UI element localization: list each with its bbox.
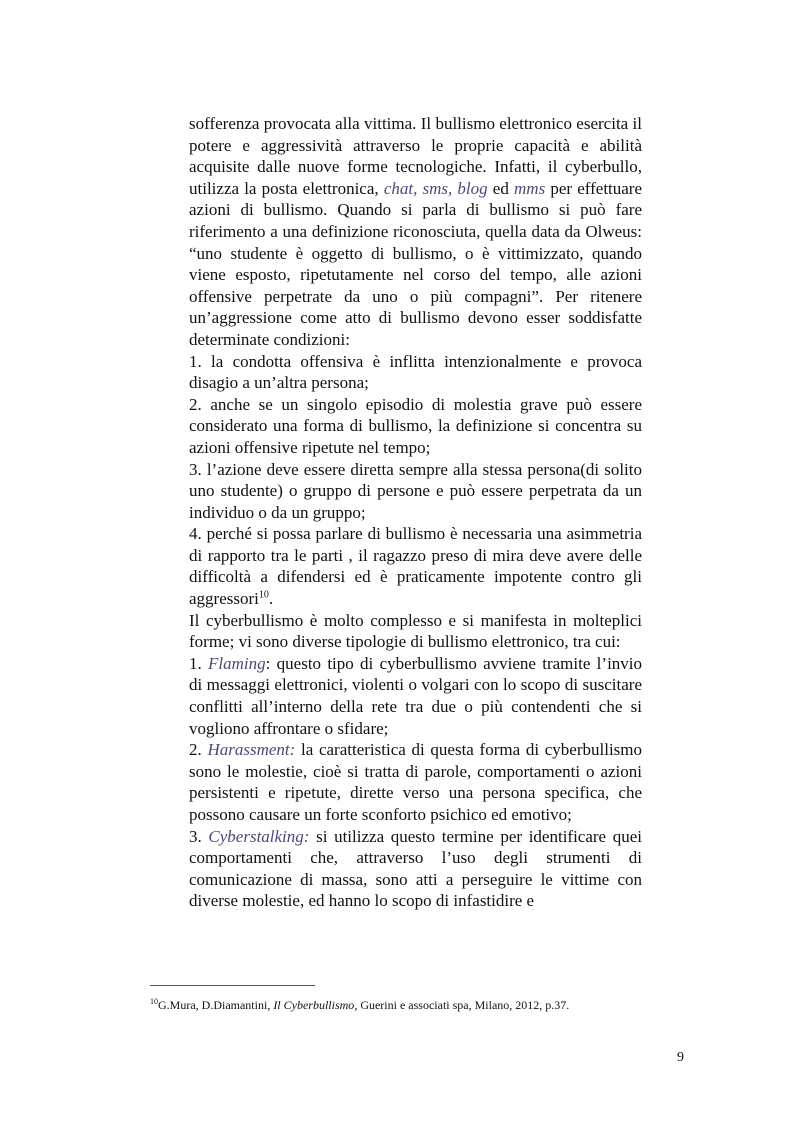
text-run: : questo tipo di cyberbullismo avviene tramite l’invio di messaggi elettronici, violenti o volgari con lo scopo di suscitare conflitti all’interno della rete tra due o più contendenti che si vogliono affrontare o sfidare; (189, 653, 643, 738)
text-run: . (268, 589, 274, 609)
text-run: 1. la condotta offensiva è inflitta intenzionalmente e provoca disagio a un’altra persona; (189, 351, 642, 393)
main-text (189, 113, 642, 912)
text-run: per effettuare azioni di bullismo. Quando si parla di bullismo si può fare riferimento a una definizione riconosciuta, quella data da Olweus: “uno studente è oggetto di bullismo, o è vittimizzato, quando viene esposto, ripetutamente nel corso del tempo, alle azioni offensive perpetrate da uno o più compagni”. Per ritenere un’aggressione come atto di bullismo devono esser soddisfatte determinate condizioni: (189, 178, 643, 349)
text-run: 4. perché si possa parlare di bullismo è necessaria una asimmetria di rapporto tra le parti , il ragazzo preso di mira deve avere delle difficoltà a difendersi ed è praticamente impotente contro gli aggressori (189, 524, 642, 609)
italic-term: Flaming (208, 653, 266, 673)
paragraph (189, 394, 642, 459)
text-run: 3. (189, 826, 209, 846)
text-run: 2. anche se un singolo episodio di molestia grave può essere considerato una forma di bullismo, la definizione si concentra su azioni offensive ripetute nel tempo; (189, 394, 642, 457)
text-run: 1. (189, 653, 209, 673)
text-run: la caratteristica di questa forma di cyberbullismo sono le molestie, cioè si tratta di parole, comportamenti o azioni persistenti e ripetute, dirette verso una persona specifica, che possono causare un forte sconforto psichico ed emotivo; (189, 740, 642, 824)
italic-term: Cyberstalking: (208, 826, 310, 846)
text-run: sofferenza provocata alla vittima. Il bullismo elettronico esercita il potere e aggressività attraverso le proprie capacità e abilità acquisite dalle nuove forme tecnologiche. Infatti, il cyberbullo, utilizza la posta elettronica, (189, 114, 642, 198)
text-run: 3. l’azione deve essere diretta sempre alla stessa persona(di solito uno studente) o gruppo di persone e può essere perpetrata da un individuo o da un gruppo; (189, 459, 642, 522)
page-number: 9 (677, 1050, 684, 1065)
paragraph (189, 826, 642, 912)
paragraph (189, 739, 642, 825)
italic-term: Harassment: (207, 740, 296, 760)
text-run: 2. (189, 740, 208, 760)
footnote-authors: G.Mura, D.Diamantini, (158, 998, 274, 1012)
footnote-publisher: , Guerini e associati spa, Milano, 2012, p.37. (354, 998, 570, 1012)
paragraph (189, 113, 642, 351)
footnote-number: 10 (150, 997, 158, 1006)
text-run: ed (487, 178, 515, 198)
paragraph (189, 610, 642, 653)
text-run: si utilizza questo termine per identificare quei comportamenti che, attraverso l’uso degli strumenti di comunicazione di massa, sono atti a perseguire le vittime con diverse molestie, ed hanno lo scopo di infastidire e (189, 826, 643, 911)
footnote-separator (150, 985, 315, 986)
footnote (150, 998, 710, 1012)
paragraph (189, 351, 642, 394)
paragraph (189, 653, 642, 739)
italic-term: chat, sms, blog (383, 178, 488, 198)
footnote-title: Il Cyberbullismo (273, 998, 355, 1012)
paragraph (189, 523, 642, 609)
footnote-ref: 10 (258, 589, 269, 601)
paragraph (189, 459, 642, 524)
text-run: Il cyberbullismo è molto complesso e si manifesta in molteplici forme; vi sono diverse tipologie di bullismo elettronico, tra cui: (189, 610, 642, 652)
italic-term: mms (514, 178, 546, 198)
